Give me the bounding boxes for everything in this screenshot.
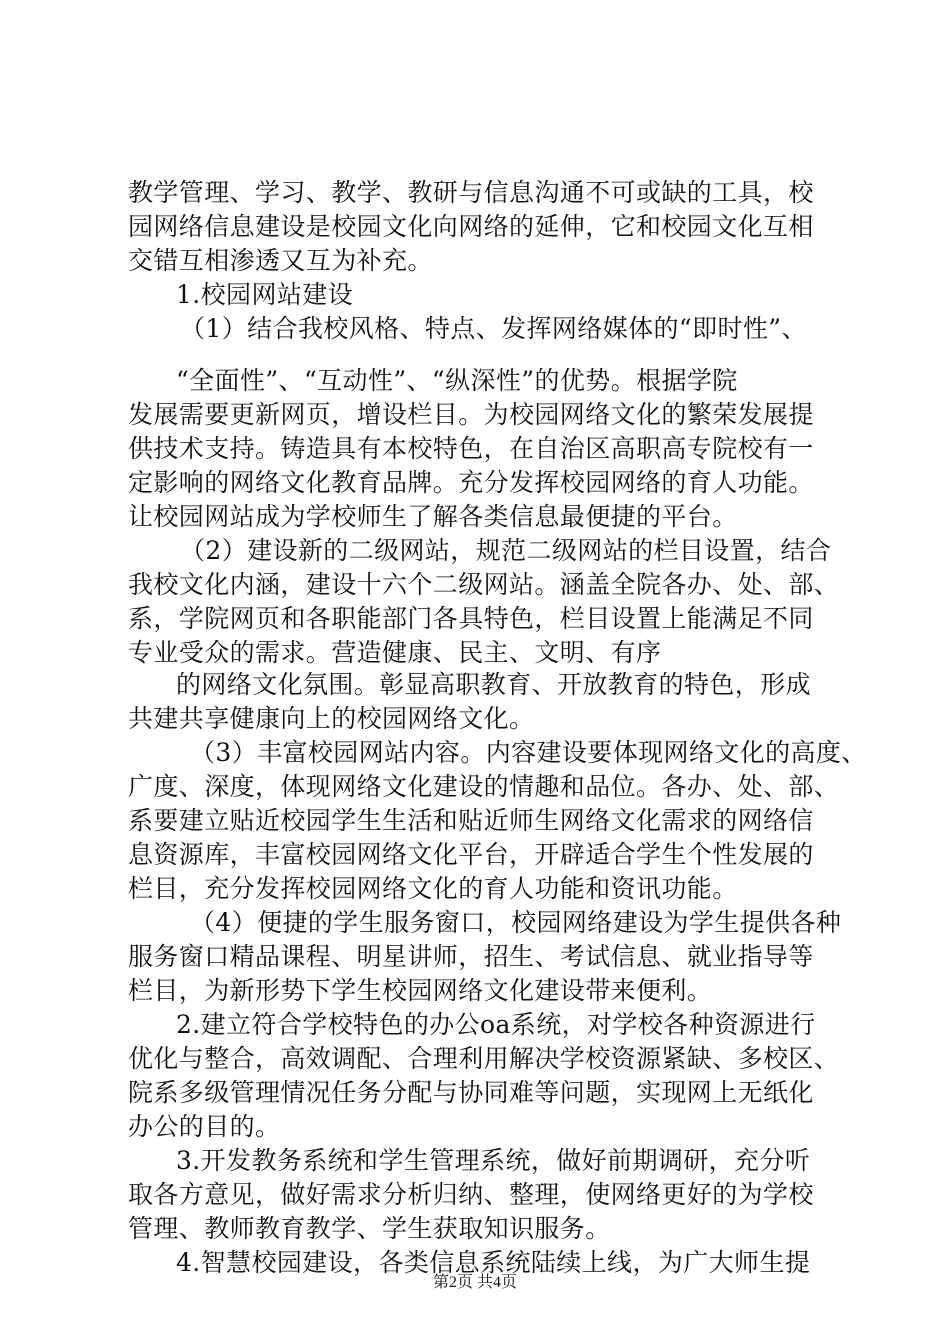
text-line: 定影响的网络文化教育品牌。充分发挥校园网络的育人功能。 [128,468,814,497]
text-line: 院系多级管理情况任务分配与协同难等问题，实现网上无纸化 [128,1078,814,1107]
text-line: 取各方意见，做好需求分析归纳、整理，使网络更好的为学校 [128,1180,814,1209]
text-line: 系要建立贴近校园学生生活和贴近师生网络文化需求的网络信 [128,806,814,835]
text-line: 园网络信息建设是校园文化向网络的延伸，它和校园文化互相 [128,212,814,241]
page-number-footer: 第2页 共4页 [432,1274,517,1291]
section-heading: 4.智慧校园建设，各类信息系统陆续上线，为广大师生提 [176,1248,811,1277]
text-line: 系，学院网页和各职能部门各具特色，栏目设置上能满足不同 [128,604,814,633]
text-line: 优化与整合，高效调配、合理利用解决学校资源紧缺、多校区、 [128,1044,840,1073]
text-line: 我校文化内涵，建设十六个二级网站。涵盖全院各办、处、部、 [128,570,840,599]
text-line: 服务窗口精品课程、明星讲师，招生、考试信息、就业指导等 [128,942,814,971]
text-line: 息资源库，丰富校园网络文化平台，开辟适合学生个性发展的 [128,840,814,869]
section-heading: 2.建立符合学校特色的办公oa系统，对学校各种资源进行 [176,1010,816,1039]
text-line: （2）建设新的二级网站，规范二级网站的栏目设置，结合 [180,536,832,565]
text-line: 办公的目的。 [128,1112,281,1141]
text-line: （3）丰富校园网站内容。内容建设要体现网络文化的高度、 [190,738,867,767]
text-line: “全面性”、“互动性”、“纵深性”的优势。根据学院 [176,366,738,395]
text-line: 发展需要更新网页，增设栏目。为校园网络文化的繁荣发展提 [128,400,814,429]
text-line: 栏目，充分发挥校园网络文化的育人功能和资讯功能。 [128,874,738,903]
section-heading: 1.校园网站建设 [176,280,354,309]
text-line: 交错互相渗透又互为补充。 [128,246,433,275]
text-line: 共建共享健康向上的校园网络文化。 [128,704,535,733]
section-heading: 3.开发教务系统和学生管理系统，做好前期调研，充分听 [176,1146,811,1175]
text-line: 广度、深度，体现网络文化建设的情趣和品位。各办、处、部、 [128,772,840,801]
text-line: 专业受众的需求。营造健康、民主、文明、有序 [128,638,662,667]
text-line: （4）便捷的学生服务窗口，校园网络建设为学生提供各种 [190,908,842,937]
text-line: 的网络文化氛围。彰显高职教育、开放教育的特色，形成 [176,670,812,699]
text-line: 供技术支持。铸造具有本校特色，在自治区高职高专院校有一 [128,434,814,463]
text-line: （1）结合我校风格、特点、发挥网络媒体的“即时性”、 [180,314,807,343]
text-line: 教学管理、学习、教学、教研与信息沟通不可或缺的工具，校 [128,178,814,207]
text-line: 栏目，为新形势下学生校园网络文化建设带来便利。 [128,976,713,1005]
text-line: 管理、教师教育教学、学生获取知识服务。 [128,1214,611,1243]
text-line: 让校园网站成为学校师生了解各类信息最便捷的平台。 [128,502,738,531]
